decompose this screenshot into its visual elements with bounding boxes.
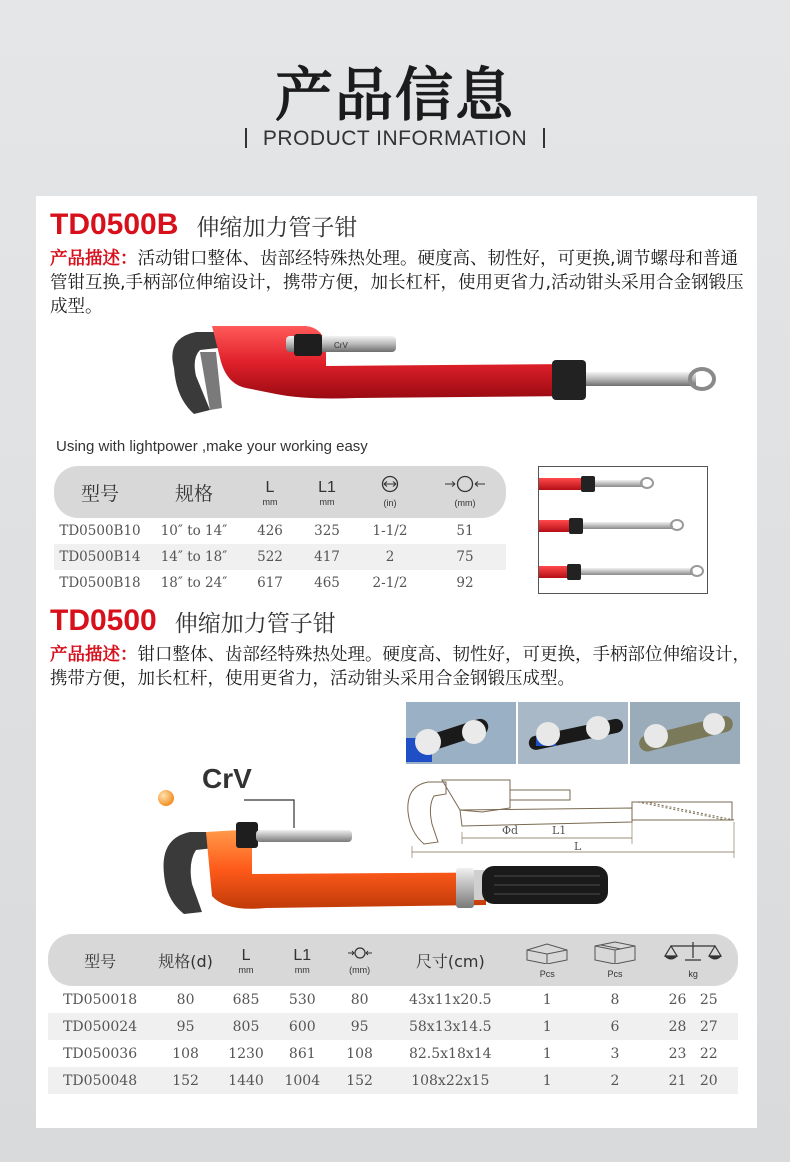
- scale-icon: [663, 940, 723, 964]
- table-cell: 2: [356, 544, 424, 570]
- table-cell: 51: [456, 523, 474, 539]
- table-cell: 80: [176, 991, 195, 1008]
- product1-name: 伸缩加力管子钳: [196, 214, 358, 241]
- table-cell: 6: [582, 1013, 649, 1040]
- table-header-label: Pcs: [539, 969, 555, 979]
- table-header-label: (mm): [349, 964, 371, 975]
- product-card: [36, 196, 757, 1128]
- table-cell: 1-1/2: [372, 523, 408, 539]
- table-cell: 3: [610, 1045, 620, 1062]
- table-header-label: 型号: [80, 482, 119, 505]
- table-cell: 417: [298, 544, 356, 570]
- divider-bar-right: [543, 128, 545, 148]
- th2-l1: [273, 934, 331, 986]
- page-subtitle-text: PRODUCT INFORMATION: [262, 127, 528, 150]
- table-row: [48, 1013, 738, 1040]
- th-model: [54, 466, 146, 518]
- table-cell: 861: [288, 1045, 316, 1062]
- product1-wrench-image: [156, 318, 716, 428]
- table-header-label: mm: [319, 496, 335, 507]
- divider-bar-left: [245, 128, 247, 148]
- table-cell: 95: [152, 1013, 219, 1040]
- th-spec: [146, 466, 242, 518]
- product2-name: 伸缩加力管子钳: [174, 610, 336, 637]
- product2-desc-label: 产品描述：: [50, 645, 138, 665]
- table-cell: TD050024: [48, 1013, 152, 1040]
- table-cell: 426: [257, 523, 283, 539]
- table-cell: 1230: [228, 1045, 264, 1062]
- table-cell: TD0500B14: [54, 544, 146, 570]
- table-header-label: 型号: [84, 951, 117, 971]
- table-header-label: L: [265, 478, 275, 496]
- table-cell: TD050036: [63, 1045, 138, 1062]
- pipe-size-icon: [379, 475, 401, 493]
- table-cell: 80: [350, 991, 369, 1008]
- table-cell: 152: [331, 1067, 387, 1094]
- th-l1: [298, 466, 356, 518]
- th2-carton-size: [388, 934, 513, 986]
- product1-caption: Using with lightpower ,make your working easy: [56, 438, 368, 455]
- diameter-icon: [443, 475, 487, 493]
- drawing-label-l: L: [574, 840, 582, 853]
- table-cell: 617: [257, 575, 283, 591]
- table-cell: 1004: [273, 1067, 331, 1094]
- usage-photo-1: [406, 702, 516, 764]
- table-cell: 92: [456, 575, 474, 591]
- product2-rubber-grip: [474, 862, 614, 910]
- table-header-label: L1: [293, 946, 312, 964]
- table-row: [54, 544, 506, 570]
- table-cell: 26 25: [668, 991, 718, 1008]
- table-cell: 95: [331, 1013, 387, 1040]
- table-cell: TD050048: [48, 1067, 152, 1094]
- th2-l: [219, 934, 273, 986]
- product1-spec-table: [54, 466, 506, 596]
- product1-desc-text: 活动钳口整体、齿部经特殊热处理。硬度高、韧性好，可更换,调节螺母和普通管钳互换,手柄部位伸缩设计，携带方便，加长杠杆，使用更省力,活动钳头采用合金钢锻压成型。: [50, 249, 744, 317]
- table-cell: 685: [232, 991, 260, 1008]
- page-subtitle: [0, 127, 790, 151]
- table-cell: 58x13x14.5: [388, 1013, 513, 1040]
- carton-box-icon: [593, 940, 637, 964]
- page-header: [0, 0, 790, 190]
- table-cell: 1: [542, 1045, 552, 1062]
- table-cell: 28 27: [648, 1013, 738, 1040]
- table-cell: 600: [273, 1013, 331, 1040]
- th-l: [242, 466, 298, 518]
- table-row: [54, 518, 506, 544]
- product1-table-header: [54, 466, 506, 518]
- table-cell: TD0500B10: [59, 523, 141, 539]
- product2-heading: [50, 604, 336, 638]
- table-cell: 530: [288, 991, 316, 1008]
- table-cell: 21 20: [648, 1067, 738, 1094]
- th2-spec: [152, 934, 219, 986]
- orange-ball-icon: [158, 790, 174, 806]
- th-diameter: [424, 466, 506, 518]
- th2-model: [48, 934, 152, 986]
- th2-weight: [648, 934, 738, 986]
- table-cell: 23 22: [668, 1045, 718, 1062]
- table-header-label: kg: [688, 969, 698, 979]
- table-header-label: mm: [238, 964, 254, 975]
- table-cell: TD050018: [63, 991, 138, 1008]
- product2-table-header: [48, 934, 738, 986]
- table-cell: 522: [242, 544, 298, 570]
- th2-diameter: [331, 934, 387, 986]
- table-header-label: 规格(d): [158, 951, 213, 971]
- product2-spec-table: [48, 934, 738, 1094]
- table-header-label: (in): [383, 498, 397, 508]
- table-row: [48, 986, 738, 1013]
- table-cell: 8: [610, 991, 620, 1008]
- usage-photo-2: [518, 702, 628, 764]
- th-pipe-size: [356, 466, 424, 518]
- table-header-label: 尺寸(cm): [415, 951, 485, 971]
- table-cell: 2-1/2: [372, 575, 408, 591]
- table-cell: 10″ to 14″: [160, 523, 228, 539]
- product1-code: TD0500B: [50, 208, 179, 241]
- table-cell: 43x11x20.5: [408, 991, 492, 1008]
- table-cell: 14″ to 18″: [146, 544, 242, 570]
- table-cell: 465: [314, 575, 340, 591]
- table-cell: 2: [582, 1067, 649, 1094]
- table-cell: 82.5x18x14: [408, 1045, 492, 1062]
- th2-inner-pcs: [513, 934, 582, 986]
- table-row: [48, 1067, 738, 1094]
- table-cell: 75: [424, 544, 506, 570]
- th2-carton-pcs: [582, 934, 649, 986]
- table-cell: 1440: [219, 1067, 273, 1094]
- table-header-label: L1: [318, 478, 336, 496]
- table-row: [48, 1040, 738, 1067]
- page-title: 产品信息: [274, 61, 515, 129]
- material-label: CrV: [202, 763, 252, 794]
- table-header-label: mm: [262, 496, 278, 507]
- table-cell: 108: [172, 1045, 199, 1062]
- table-header-label: Pcs: [607, 969, 623, 979]
- table-header-label: mm: [294, 964, 310, 975]
- product2-dimension-drawing: [402, 772, 742, 862]
- table-cell: 325: [314, 523, 340, 539]
- product1-description: [50, 247, 750, 319]
- table-header-label: 规格: [174, 482, 213, 505]
- product1-size-comparison-photo: [538, 466, 708, 594]
- table-cell: 1: [513, 1013, 582, 1040]
- table-cell: 152: [152, 1067, 219, 1094]
- table-cell: 18″ to 24″: [160, 575, 228, 591]
- inner-box-icon: [525, 940, 569, 964]
- table-cell: 1: [513, 1067, 582, 1094]
- table-cell: TD0500B18: [59, 575, 141, 591]
- table-row: [54, 570, 506, 596]
- usage-photo-3: [630, 702, 740, 764]
- table-cell: 108: [346, 1045, 373, 1062]
- table-cell: 1: [542, 991, 552, 1008]
- product1-jaw-marking: CrV: [334, 341, 348, 350]
- product1-heading: [50, 208, 357, 242]
- drawing-label-d: Φd: [502, 824, 519, 837]
- table-header-label: (mm): [454, 498, 476, 508]
- product2-description: [50, 643, 750, 691]
- product2-desc-text: 钳口整体、齿部经特殊热处理。硬度高、韧性好，可更换，手柄部位伸缩设计，携带方便，加长杠杆，使用更省力，活动钳头采用合金钢锻压成型。: [50, 645, 750, 689]
- handle-comparison-image: [539, 467, 707, 593]
- drawing-label-l1: L1: [552, 824, 567, 837]
- product2-code: TD0500: [50, 604, 157, 637]
- product1-desc-label: 产品描述：: [50, 249, 138, 269]
- table-cell: 108x22x15: [388, 1067, 513, 1094]
- table-header-label: L: [241, 946, 251, 964]
- table-cell: 805: [219, 1013, 273, 1040]
- diameter-icon: [347, 946, 373, 960]
